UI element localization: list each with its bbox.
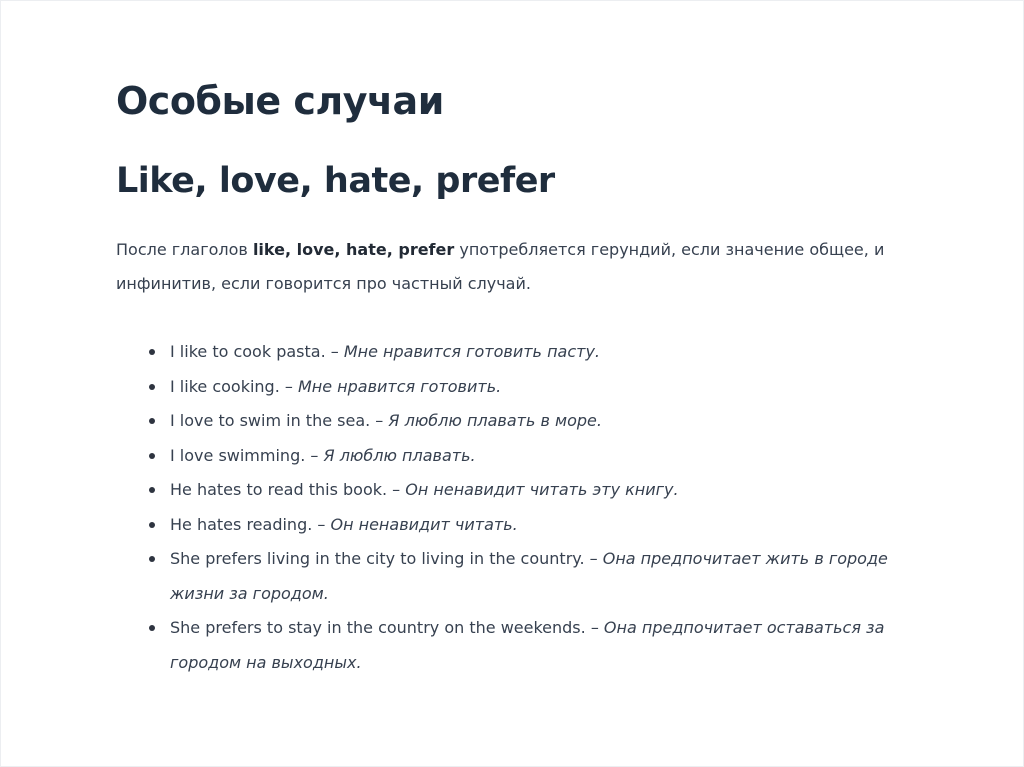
example-translation: Она предпочитает оставаться за городом на выходных. [170, 618, 885, 672]
bullet-icon [149, 349, 155, 355]
page-title: Особые случаи [116, 79, 444, 123]
list-item [116, 404, 916, 439]
list-item [116, 508, 916, 543]
example-english: He hates reading. – [170, 514, 331, 534]
intro-text-after: употребляется герундий, если значение общее, и инфинитив, если говорится про частный случай. [116, 240, 885, 293]
bullet-icon [149, 522, 155, 528]
example-translation: Я люблю плавать. [323, 445, 476, 465]
list-item [116, 370, 916, 405]
intro-paragraph [116, 233, 916, 301]
examples-list [116, 335, 916, 680]
example-translation: Я люблю плавать в море. [388, 411, 602, 430]
list-item [116, 439, 916, 474]
example-english: I like to cook pasta. – [170, 342, 344, 361]
bullet-icon [149, 453, 155, 459]
list-item [116, 611, 916, 680]
example-english: I like cooking. – [170, 376, 298, 396]
example-english: I love to swim in the sea. – [170, 411, 389, 430]
intro-text-before: После глаголов [116, 240, 253, 259]
example-translation: Он ненавидит читать эту книгу. [405, 480, 679, 499]
list-item [116, 473, 916, 508]
section-title: Like, love, hate, prefer [116, 161, 555, 201]
list-item [116, 335, 916, 370]
example-translation: Мне нравится готовить пасту. [343, 342, 601, 361]
example-english: I love swimming. – [170, 445, 324, 465]
example-translation: Мне нравится готовить. [297, 376, 502, 396]
bullet-icon [149, 384, 155, 390]
bullet-icon [149, 418, 155, 424]
example-english: She prefers to stay in the country on the weekends. – [170, 618, 604, 637]
bullet-icon [149, 487, 155, 493]
list-item [116, 542, 916, 611]
example-english: She prefers living in the city to living in the country. – [170, 549, 603, 568]
intro-verbs-bold: like, love, hate, prefer [252, 240, 455, 259]
bullet-icon [149, 556, 155, 562]
example-english: He hates to read this book. – [170, 480, 406, 499]
bullet-icon [149, 625, 155, 631]
slide-content [116, 77, 916, 680]
example-translation: Он ненавидит читать. [330, 514, 518, 534]
example-translation: Она предпочитает жить в городе жизни за городом. [170, 549, 888, 603]
